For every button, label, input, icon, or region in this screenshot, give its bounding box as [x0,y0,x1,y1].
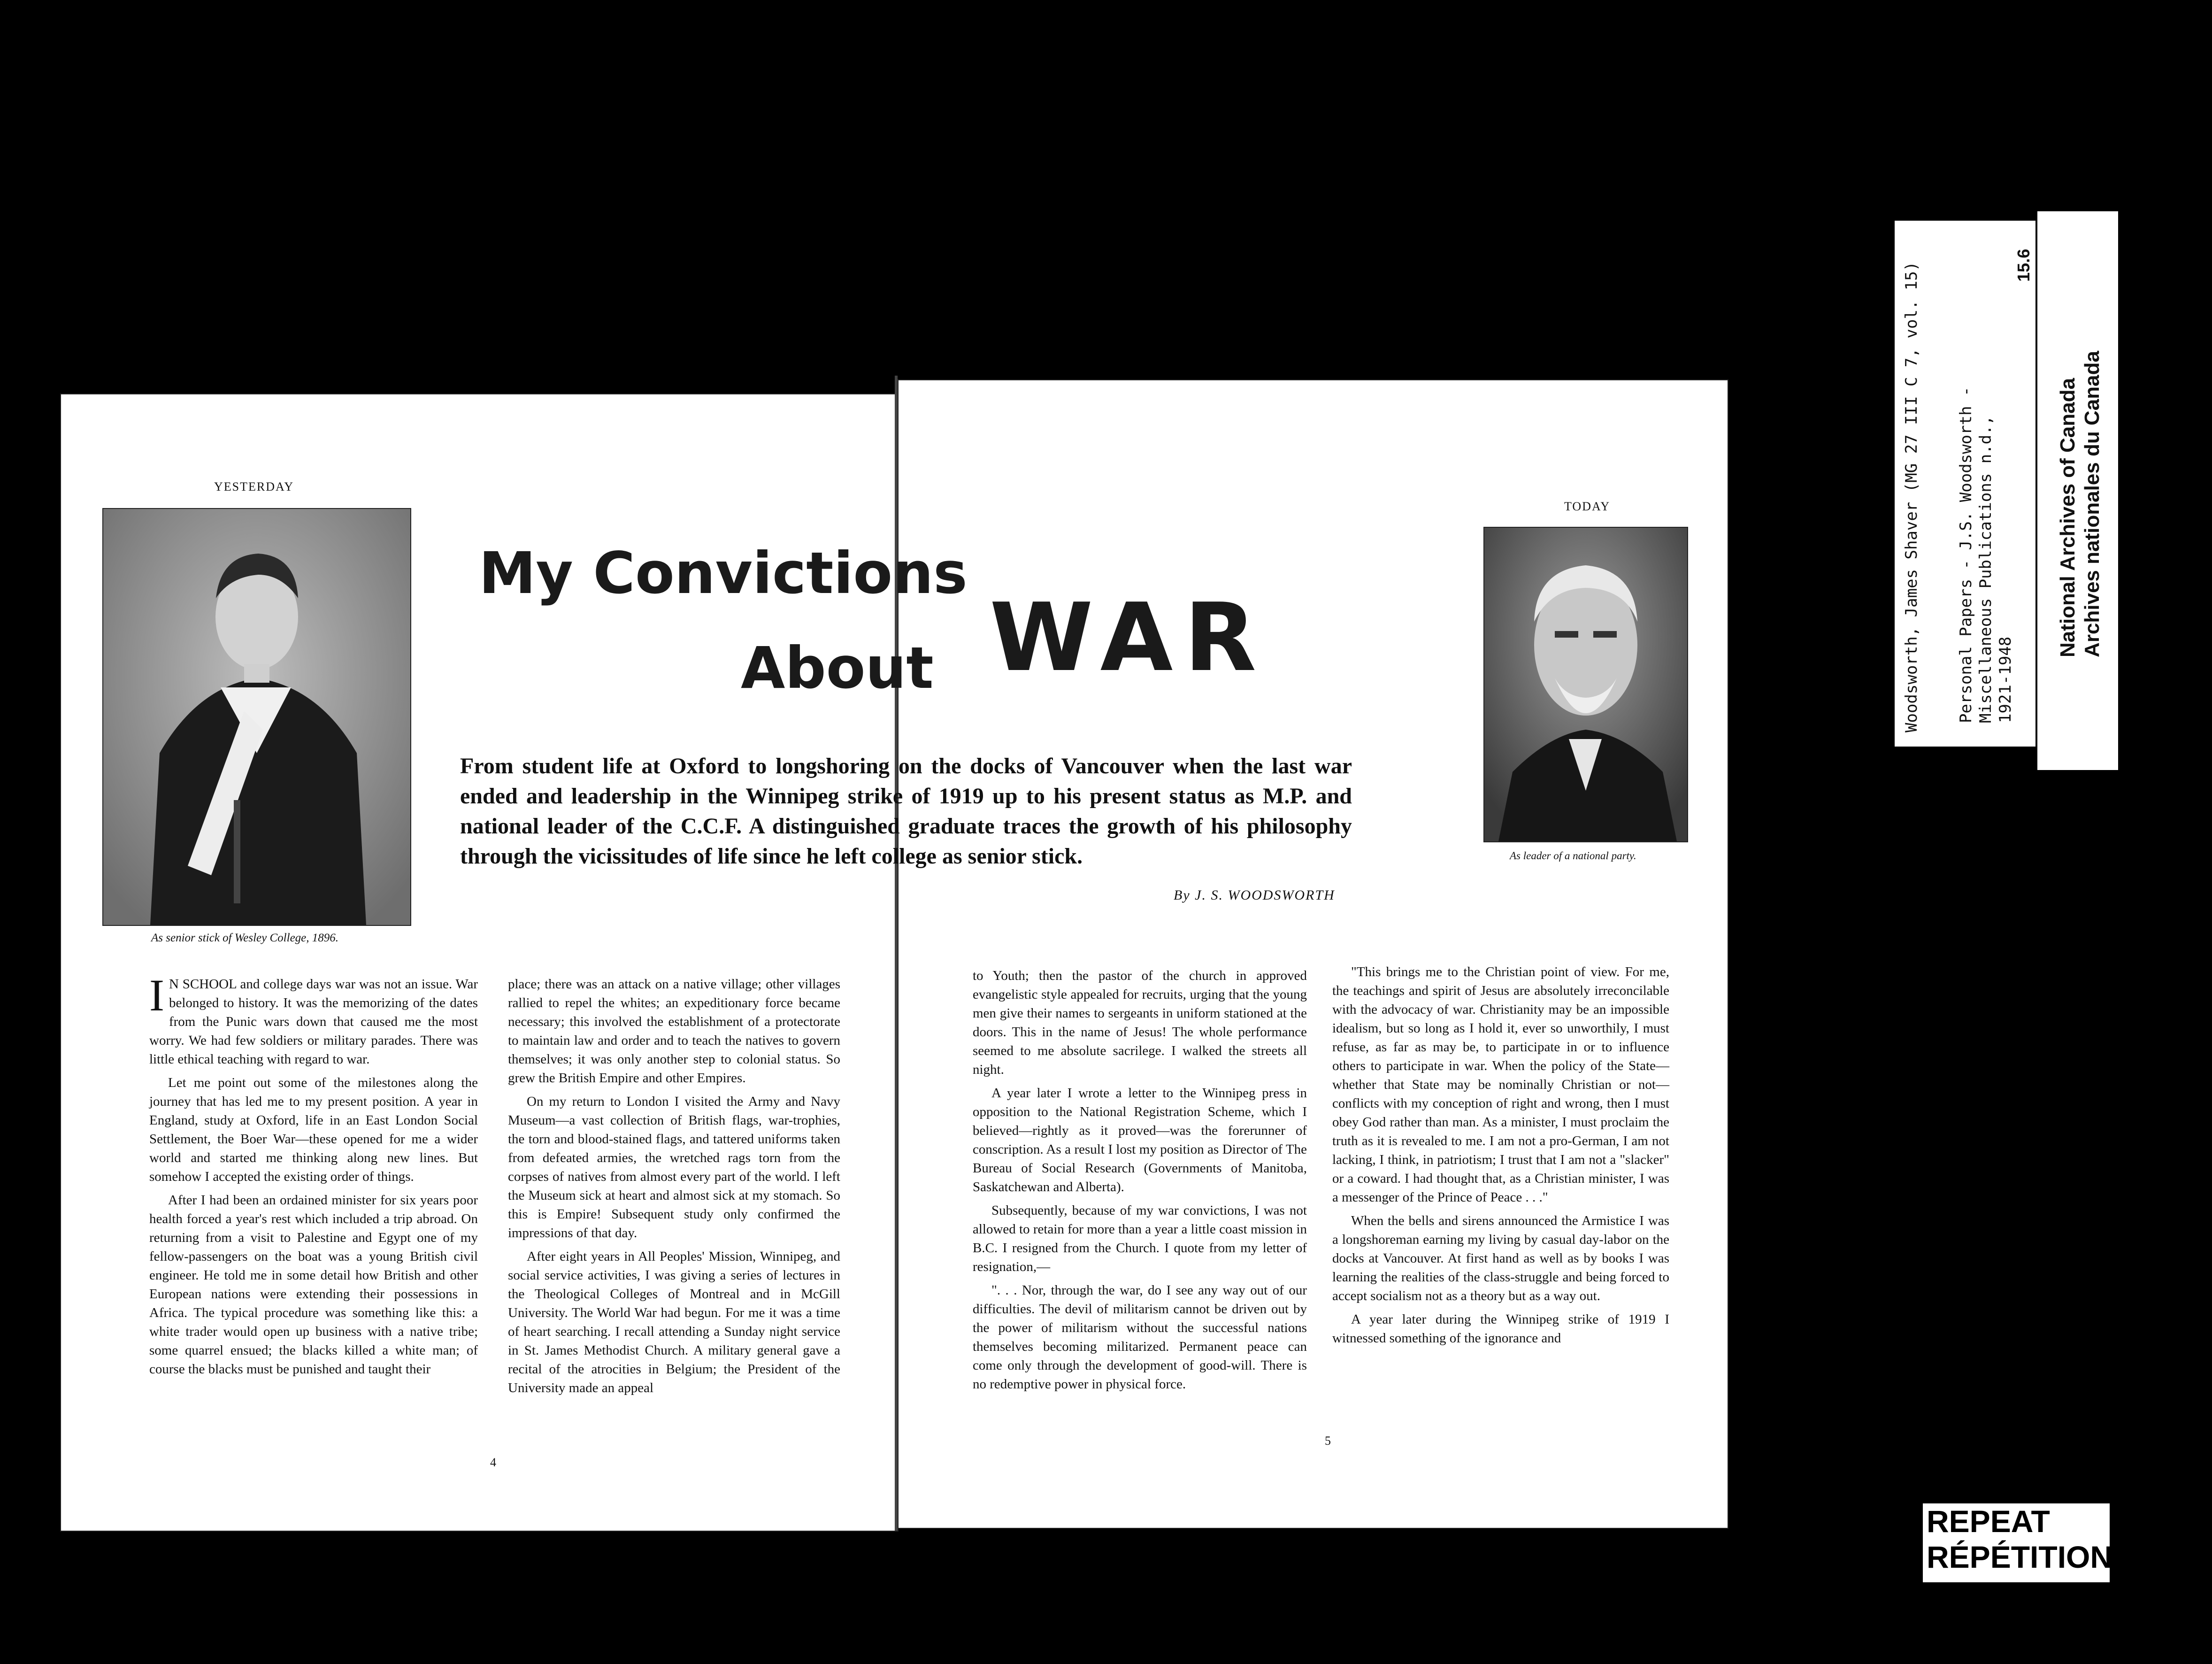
article-column-1 [149,970,478,1383]
archive-institution-fr: Archives nationales du Canada [2081,351,2104,657]
article-column-4 [1332,963,1669,1352]
col1-paragraph-2: Let me point out some of the milestones along the journey that has led me to my present position. A year in England, study at Oxford, life in an East London Social Settlement, the Boer War—these opened for me a wider world and started me thinking along new lines. But somehow I accepted the existing order of things. [149,1075,478,1184]
col1-paragraph-1: N SCHOOL and college days war was not an issue. War belonged to history. It was the memorizing of the dates from the Punic wars down that caused me the most worry. We had few soldiers or military parades. There was little ethical teaching with regard to war. [149,977,478,1067]
repeat-stamp [1921,1502,2112,1584]
photo-caption-yesterday: As senior stick of Wesley College, 1896. [151,932,339,944]
photo-today [1483,527,1688,842]
archive-file-line-1: Personal Papers - J.S. Woodsworth - [1957,386,1975,723]
col4-paragraph-3: A year later during the Winnipeg strike of 1919 I witnessed something of the ignorance and [1332,1312,1669,1346]
col3-paragraph-3: Subsequently, because of my war convictions, I was not allowed to retain for more than a year a little coast mission in B.C. I resigned from the Church. I quote from my letter of resignation,— [973,1203,1307,1274]
repeat-stamp-line-1: REPEAT [1927,1504,2050,1539]
col4-paragraph-2: When the bells and sirens announced the Armistice I was a longshoreman earning my living by casual day-labor on the docks at Vancouver. At first hand as well as by books I was learning the realities of the class-struggle and being forced to accept socialism not as a theory but as a way out. [1332,1213,1669,1303]
col1-paragraph-3: After I had been an ordained minister for six years poor health forced a year's rest which included a trip abroad. On returning from a visit to Palestine and Egypt one of my fellow-passengers on the boat was a young British civil engineer. He told me in some detail how British and other European nations were extending their possessions in Africa. The typical procedure was something like this: a white trader would open up business with a native tribe; some quarrel ensued; the blacks killed a white man; of course the blacks must be punished and taught their [149,1193,478,1377]
byline: By J. S. WOODSWORTH [1174,887,1335,903]
photo-header-today: TODAY [1564,500,1611,513]
col2-paragraph-1: place; there was an attack on a native village; other villages rallied to repel the whites; an expeditionary force became necessary; this involved the establishment of a protectorate to maintain law and order and to teach the natives to govern themselves; it was only another step to colonial status. So grew the British Empire and other Empires. [508,977,840,1086]
col4-paragraph-1: "This brings me to the Christian point of view. For me, the teachings and spirit of Jesus are absolutely irreconcilable with the advocacy of war. Christianity may be an impossible idealism, but so long as I hold it, ever so unworthily, I must refuse, as far as may be, to participate in or to influence others to participate in war. When the policy of the State—whether that State may be nominally Christian or not—conflicts with my conception of right and wrong, then I must obey God rather than man. As a minister, I must proclaim the truth as it is revealed to me. I am not a pro-German, I am not lacking, I think, in patriotism; I trust that I am not a "slacker" or a coward. I had thought that, as a Christian minister, I was a messenger of the Prince of Peace . . ." [1332,964,1669,1205]
page-number-right: 5 [1325,1434,1331,1448]
dropcap: I [149,970,164,1020]
article-column-3 [973,966,1307,1398]
col2-paragraph-3: After eight years in All Peoples' Mission, Winnipeg, and social service activities, I was giving a series of lectures in the Theological Colleges of Montreal and in McGill University. The World War had begun. For me it was a time of heart searching. I recall attending a Sunday night service in St. James Methodist Church. A military general gave a recital of the atrocities in Belgium; the President of the University made an appeal [508,1249,840,1395]
archive-file-label [1895,221,2035,747]
col2-paragraph-2: On my return to London I visited the Army and Navy Museum—a vast collection of British flags, war-trophies, the torn and blood-stained flags, and tattered uniforms taken from defeated armies, the wretched rags torn from the corpses of natives from almost every part of the world. I left the Museum sick at heart and almost sick at my stomach. So this is Empire! Subsequent study only confirmed the impressions of that day. [508,1094,840,1240]
col3-paragraph-2: A year later I wrote a letter to the Winnipeg press in opposition to the National Registration Scheme, which I believed—rightly as it proved—was the forerunner of conscription. As a result I lost my position as Director of The Bureau of Social Research (Governments of Manitoba, Saskatchewan and Alberta). [973,1086,1307,1194]
archive-institution-en: National Archives of Canada [2056,378,2079,657]
archive-institution-label [2037,211,2118,770]
photo-caption-today: As leader of a national party. [1510,850,1636,862]
article-subtitle: From student life at Oxford to longshoring on the docks of Vancouver when the last war ended and leadership in the Winnipeg strike of 1919 up to his present status as M.P. and national leader of the C.C.F. A distinguished graduate traces the growth of his philosophy through the vicissitudes of life since he left college as senior stick. [460,754,1352,869]
archive-file-number: 15.6 [2014,248,2033,282]
photo-header-yesterday: YESTERDAY [214,480,294,493]
archive-file-line-2: Miscellaneous Publications n.d., [1976,415,1995,723]
headline-war: WAR [990,583,1268,693]
photo-yesterday [102,508,411,926]
archive-file-line-3: 1921-1948 [1996,636,2015,723]
article-column-2 [508,975,840,1402]
page-number-left: 4 [490,1456,496,1469]
repeat-stamp-line-2: RÉPÉTITION [1927,1540,2113,1574]
col3-paragraph-1: to Youth; then the pastor of the church in approved evangelistic style appealed for recruits, urging that the young men give their names to sergeants in uniform stationed at the doors. This in the name of Jesus! The whole performance seemed to me absolute sacrilege. I walked the streets all night. [973,968,1307,1077]
headline-about: About [741,635,934,701]
col3-paragraph-4: ". . . Nor, through the war, do I see any way out of our difficulties. The devil of militarism cannot be driven out by the power of militarism without the successful nations themselves becoming militarized. Permanent peace can come only through the development of good-will. There is no redemptive power in physical force. [973,1283,1307,1392]
archive-fonds: Woodsworth, James Shaver (MG 27 III C 7, vol. 15) [1902,261,1921,732]
headline-my-convictions: My Convictions [479,540,968,607]
